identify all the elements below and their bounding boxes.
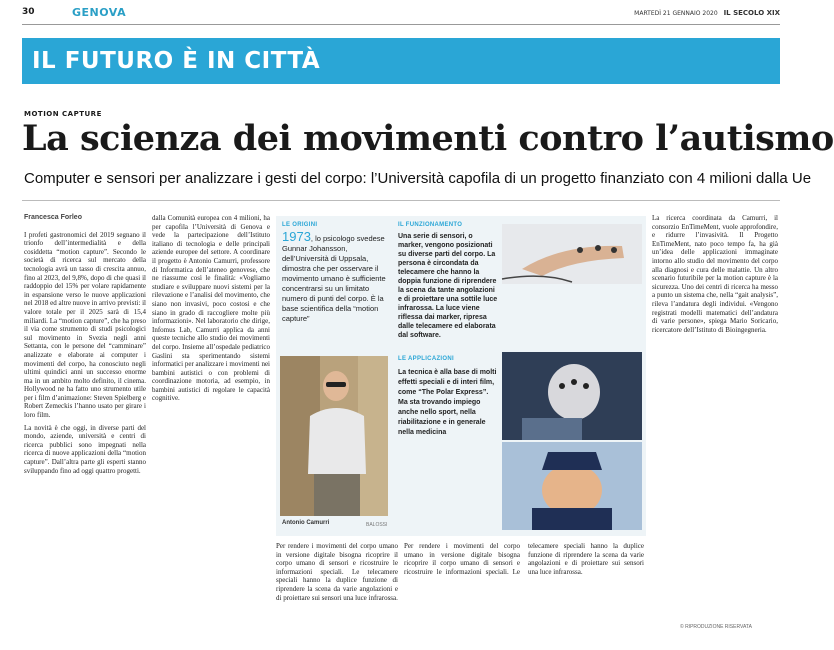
portrait-illustration — [280, 356, 388, 516]
origins-year: 1973 — [282, 229, 311, 244]
banner-title: IL FUTURO È IN CITTÀ — [32, 48, 321, 74]
origins-text-block — [282, 229, 392, 324]
headline: La scienza dei movimenti contro l’autismo — [22, 118, 834, 159]
hand-sensors-illustration — [502, 224, 642, 284]
kicker: MOTION CAPTURE — [24, 110, 102, 118]
article-column-4 — [652, 214, 778, 620]
function-label: IL FUNZIONAMENTO — [398, 222, 463, 228]
subheadline: Computer e sensori per analizzare i gesti del corpo: l’Università capofila di un progetto finanziato con 4 milioni dalla Ue — [24, 170, 812, 187]
origins-label: LE ORIGINI — [282, 222, 318, 228]
body-text-4: La ricerca coordinata da Camurri, il consorzio EnTimeMent, vuole approfondire, e ridurre l’invasività. Il Progetto EnTimeMent, nato poco tempo fa, ha già un’idea delle applicazioni immaginate intorno allo studio del movimento del corpo alla diagnosi e cura delle malattie. Un altro scenario futuribile per la motion capture è la sicurezza. Uno dei centri di ricerca ha messo a punto un sistema che, nella “gait analysis”, rileva l’andatura degli individui. «Vengono registrati modelli matematici dell’andatura di varie persone», spiega Mario Soricario, ricercatore dell’Istituto di Bioingegneria. — [652, 214, 778, 334]
divider — [22, 200, 780, 201]
portrait-photo — [280, 356, 388, 516]
body-text-2: dalla Comunità europea con 4 milioni, ha per capofila l’Università di Genova e vede la partecipazione dell’Istituto italiano di tecnologia e delle principali aziende europee del settore. A coordinare il progetto è Antonio Camurri, professore di Informatica dell’ateneo genovese, che ne riassume così le finalità: «Vogliamo studiare e sviluppare nuovi sistemi per la rilevazione e l’analisi del movimento, che siano non invasivi, poco costosi e che siano in grado di raccogliere molte più informazioni». Nel laboratorio che dirige, Infomus Lab, Camurri applica da anni queste tecniche allo studio dei movimenti del corpo. Insieme all’ospedale pediatrico Gaslini sta sperimentando sistemi informatici per analizzare i movimenti nei bambini autistici o con problemi di coordinazione motoria, ad esempio, in bambini autistici di regolare le capacità cognitive. — [152, 214, 270, 403]
article-column-3b — [404, 542, 644, 634]
copyright-note: © RIPRODUZIONE RISERVATA — [680, 624, 752, 630]
body-text-1: I profeti gastronomici del 2019 segnano il trionfo dell’intermedialità e della cosiddetta “motion capture”. Secondo le società di ricerca sul mercato della tecnologia avrà un tasso di crescita annuo, fino al 2023, del 9,8%, dopo di che quasi il raddoppio del 15% per volare rapidamente in espansione verso le nuove applicazioni nel 2018 ed altre nuove in arrivo previsti: il valore totale per il 2025 sarà di 15,4 miliardi. La “motion capture”, che ha preso il via come strumento di studi psicologici sul movimento in Svezia negli anni Settanta, con le persone del “camminare” analizzate e elaborate ai computer i movimenti del corpo, ha conosciuto negli ultimi quindici anni un successo enorme ma in un ambito molto definito, il cinema. Hollywood ne ha fatto uno strumento utile per i film d’animazione: Steven Spielberg e Robert Zemeckis l’hanno usato per girare i loro film. — [24, 230, 146, 420]
article-column-2 — [152, 214, 270, 634]
article-column-1 — [24, 214, 146, 634]
polar-express-illustration — [502, 352, 642, 530]
function-text: Una serie di sensori, o marker, vengono posizionati su diverse parti del corpo. La persona è circondata da telecamere che hanno la doppia funzione di riprendere la scena da tante angolazioni e di proiettare una sottile luce infrarossa. La luce viene riflessa dai marker, ripresa dalle telecamere ed elaborata dal software. — [398, 233, 498, 339]
photo-credit: BALOSSI — [366, 522, 388, 528]
body-text-3: Per rendere i movimenti del corpo umano in versione digitale bisogna ricoprire il corpo umano di sensori e ricostruire le informazioni speciali. Le telecamere speciali hanno la duplice funzione di riprendere la scena da varie angolazioni e di proiettare sui sensori una luce infrarossa. — [276, 542, 398, 602]
body-text-1b: La novità è che oggi, in diverse parti del mondo, aziende, università e centri di ricerca pubblici sono impegnati nella ricerca di nuove applicazioni della “motion capture”. Dall’altra parte gli esperti stanno sviluppando fino ad oggi quattro progetti. — [24, 423, 146, 475]
page-header — [22, 4, 780, 25]
polar-express-photos — [502, 352, 642, 530]
applications-panel — [398, 356, 498, 438]
section-banner — [22, 38, 780, 84]
date-masthead — [634, 9, 780, 17]
article-column-3 — [276, 542, 398, 634]
photo-caption: Antonio Camurri — [282, 520, 330, 526]
applications-text: La tecnica è alla base di molti effetti speciali e di interi film, come “The Polar Express”. Ma sta trovando impiego anche nello sport, nella riabilitazione e in generale nella medicina — [398, 369, 497, 436]
masthead: IL SECOLO XIX — [723, 9, 780, 17]
hand-sensors-photo — [502, 224, 642, 284]
section-name: GENOVA — [72, 6, 127, 19]
issue-date: MARTEDÌ 21 GENNAIO 2020 — [634, 10, 718, 17]
origins-text: , lo psicologo svedese Gunnar Johansson, dell’Università di Uppsala, dimostra che per osservare il movimento umano è sufficiente concentrarsi su un limitato numero di punti del corpo. È la base scientifica della “motion capture” — [282, 234, 386, 323]
body-text-3b: Per rendere i movimenti del corpo umano in versione digitale bisogna ricoprire il corpo umano di sensori e ricostruire le informazioni speciali. Le telecamere speciali hanno la duplice funzione di riprendere la scena da varie angolazioni e di proiettare sui sensori una luce infrarossa. — [404, 542, 644, 576]
page-number: 30 — [22, 7, 35, 17]
byline: Francesca Forleo — [24, 214, 82, 221]
applications-label: LE APPLICAZIONI — [398, 356, 454, 362]
origins-panel — [282, 222, 392, 324]
